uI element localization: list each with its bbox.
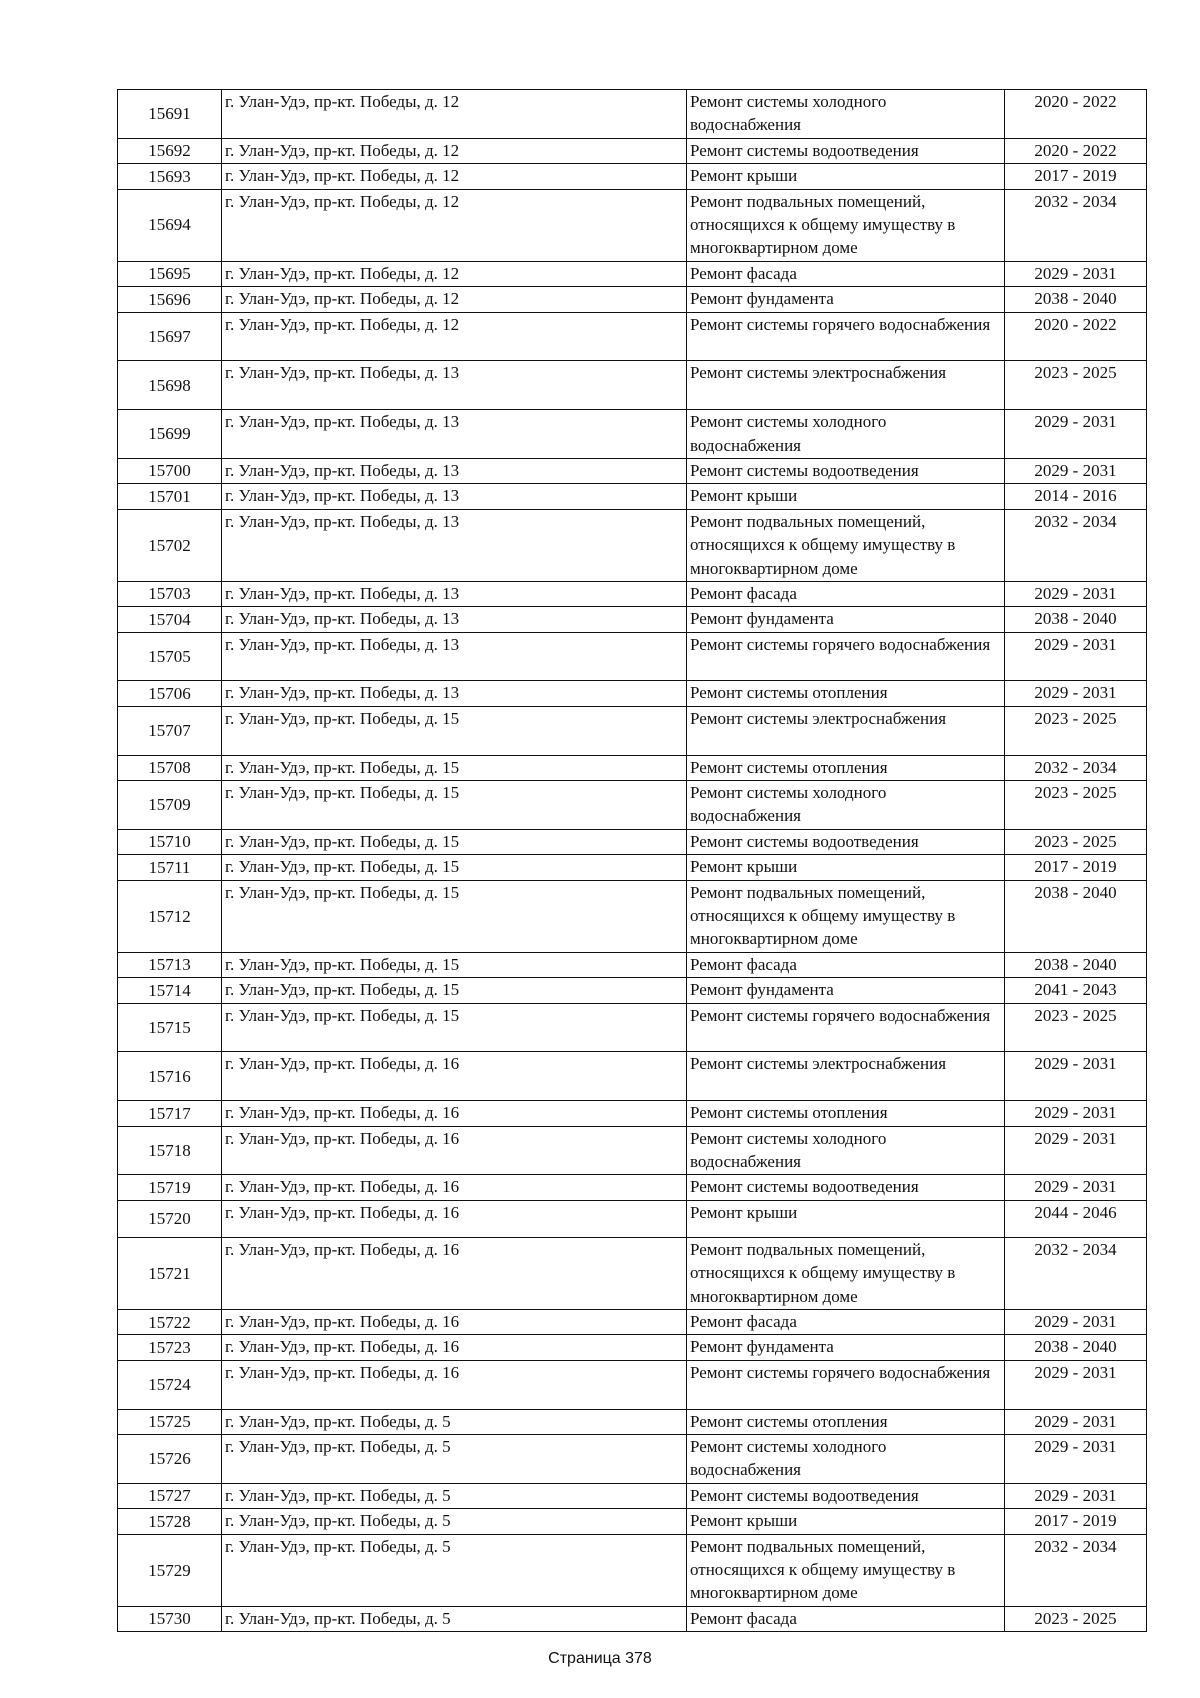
address-cell: г. Улан-Удэ, пр-кт. Победы, д. 15 — [222, 1003, 687, 1052]
row-id-cell: 15714 — [118, 978, 222, 1003]
row-id-cell: 15721 — [118, 1237, 222, 1309]
address-cell: г. Улан-Удэ, пр-кт. Победы, д. 15 — [222, 781, 687, 830]
table-row — [118, 1175, 1147, 1200]
row-id-cell: 15696 — [118, 287, 222, 312]
table-row — [118, 458, 1147, 483]
address-cell: г. Улан-Удэ, пр-кт. Победы, д. 12 — [222, 189, 687, 261]
period-cell: 2029 - 2031 — [1005, 1360, 1147, 1409]
row-id-cell: 15708 — [118, 755, 222, 780]
period-cell: 2029 - 2031 — [1005, 410, 1147, 459]
table-row — [118, 607, 1147, 632]
table-row — [118, 189, 1147, 261]
address-cell: г. Улан-Удэ, пр-кт. Победы, д. 13 — [222, 361, 687, 410]
work-type-cell: Ремонт фундамента — [687, 287, 1005, 312]
table-row — [118, 755, 1147, 780]
period-cell: 2017 - 2019 — [1005, 855, 1147, 880]
row-id-cell: 15712 — [118, 880, 222, 952]
address-cell: г. Улан-Удэ, пр-кт. Победы, д. 13 — [222, 509, 687, 581]
address-cell: г. Улан-Удэ, пр-кт. Победы, д. 15 — [222, 978, 687, 1003]
table-row — [118, 1360, 1147, 1409]
period-cell: 2032 - 2034 — [1005, 509, 1147, 581]
work-type-cell: Ремонт крыши — [687, 164, 1005, 189]
row-id-cell: 15711 — [118, 855, 222, 880]
address-cell: г. Улан-Удэ, пр-кт. Победы, д. 13 — [222, 484, 687, 509]
row-id-cell: 15720 — [118, 1200, 222, 1237]
period-cell: 2029 - 2031 — [1005, 681, 1147, 706]
table-row — [118, 952, 1147, 977]
table-row — [118, 1101, 1147, 1126]
row-id-cell: 15703 — [118, 581, 222, 606]
work-type-cell: Ремонт системы отопления — [687, 755, 1005, 780]
address-cell: г. Улан-Удэ, пр-кт. Победы, д. 16 — [222, 1200, 687, 1237]
page-number: Страница 378 — [548, 1650, 652, 1667]
work-type-cell: Ремонт фундамента — [687, 607, 1005, 632]
period-cell: 2038 - 2040 — [1005, 607, 1147, 632]
address-cell: г. Улан-Удэ, пр-кт. Победы, д. 16 — [222, 1310, 687, 1335]
period-cell: 2029 - 2031 — [1005, 1435, 1147, 1484]
row-id-cell: 15707 — [118, 706, 222, 755]
work-type-cell: Ремонт системы электроснабжения — [687, 1052, 1005, 1101]
row-id-cell: 15716 — [118, 1052, 222, 1101]
table-row — [118, 1534, 1147, 1606]
row-id-cell: 15728 — [118, 1509, 222, 1534]
work-type-cell: Ремонт фундамента — [687, 1335, 1005, 1360]
period-cell: 2032 - 2034 — [1005, 755, 1147, 780]
period-cell: 2032 - 2034 — [1005, 1534, 1147, 1606]
table-row — [118, 164, 1147, 189]
period-cell: 2014 - 2016 — [1005, 484, 1147, 509]
address-cell: г. Улан-Удэ, пр-кт. Победы, д. 12 — [222, 138, 687, 163]
table-row — [118, 1052, 1147, 1101]
address-cell: г. Улан-Удэ, пр-кт. Победы, д. 16 — [222, 1126, 687, 1175]
work-type-cell: Ремонт системы водоотведения — [687, 138, 1005, 163]
work-type-cell: Ремонт фасада — [687, 261, 1005, 286]
address-cell: г. Улан-Удэ, пр-кт. Победы, д. 15 — [222, 755, 687, 780]
table-row — [118, 361, 1147, 410]
work-type-cell: Ремонт системы холодного водоснабжения — [687, 1126, 1005, 1175]
work-type-cell: Ремонт подвальных помещений, относящихся к общему имуществу в многоквартирном доме — [687, 880, 1005, 952]
table-row — [118, 1509, 1147, 1534]
period-cell: 2029 - 2031 — [1005, 1052, 1147, 1101]
table-row — [118, 138, 1147, 163]
address-cell: г. Улан-Удэ, пр-кт. Победы, д. 5 — [222, 1606, 687, 1631]
row-id-cell: 15702 — [118, 509, 222, 581]
table-row — [118, 90, 1147, 139]
work-type-cell: Ремонт системы горячего водоснабжения — [687, 1003, 1005, 1052]
period-cell: 2029 - 2031 — [1005, 1483, 1147, 1508]
work-type-cell: Ремонт подвальных помещений, относящихся к общему имуществу в многоквартирном доме — [687, 1534, 1005, 1606]
row-id-cell: 15709 — [118, 781, 222, 830]
work-type-cell: Ремонт подвальных помещений, относящихся к общему имуществу в многоквартирном доме — [687, 509, 1005, 581]
table-row — [118, 1126, 1147, 1175]
work-type-cell: Ремонт системы холодного водоснабжения — [687, 781, 1005, 830]
row-id-cell: 15706 — [118, 681, 222, 706]
work-type-cell: Ремонт системы холодного водоснабжения — [687, 1435, 1005, 1484]
period-cell: 2029 - 2031 — [1005, 1409, 1147, 1434]
work-type-cell: Ремонт крыши — [687, 855, 1005, 880]
table-row — [118, 1606, 1147, 1631]
address-cell: г. Улан-Удэ, пр-кт. Победы, д. 5 — [222, 1534, 687, 1606]
period-cell: 2020 - 2022 — [1005, 312, 1147, 361]
row-id-cell: 15698 — [118, 361, 222, 410]
table-row — [118, 509, 1147, 581]
period-cell: 2023 - 2025 — [1005, 829, 1147, 854]
row-id-cell: 15726 — [118, 1435, 222, 1484]
row-id-cell: 15691 — [118, 90, 222, 139]
period-cell: 2029 - 2031 — [1005, 1175, 1147, 1200]
period-cell: 2023 - 2025 — [1005, 781, 1147, 830]
table-row — [118, 880, 1147, 952]
table-row — [118, 1335, 1147, 1360]
address-cell: г. Улан-Удэ, пр-кт. Победы, д. 5 — [222, 1509, 687, 1534]
work-type-cell: Ремонт системы горячего водоснабжения — [687, 312, 1005, 361]
table-row — [118, 978, 1147, 1003]
table-row — [118, 287, 1147, 312]
period-cell: 2029 - 2031 — [1005, 1310, 1147, 1335]
work-type-cell: Ремонт крыши — [687, 484, 1005, 509]
address-cell: г. Улан-Удэ, пр-кт. Победы, д. 16 — [222, 1237, 687, 1309]
table-row — [118, 410, 1147, 459]
work-type-cell: Ремонт фасада — [687, 952, 1005, 977]
address-cell: г. Улан-Удэ, пр-кт. Победы, д. 16 — [222, 1360, 687, 1409]
address-cell: г. Улан-Удэ, пр-кт. Победы, д. 13 — [222, 632, 687, 681]
address-cell: г. Улан-Удэ, пр-кт. Победы, д. 12 — [222, 164, 687, 189]
period-cell: 2029 - 2031 — [1005, 1101, 1147, 1126]
address-cell: г. Улан-Удэ, пр-кт. Победы, д. 15 — [222, 829, 687, 854]
work-type-cell: Ремонт системы холодного водоснабжения — [687, 410, 1005, 459]
row-id-cell: 15722 — [118, 1310, 222, 1335]
period-cell: 2032 - 2034 — [1005, 189, 1147, 261]
row-id-cell: 15695 — [118, 261, 222, 286]
address-cell: г. Улан-Удэ, пр-кт. Победы, д. 12 — [222, 261, 687, 286]
table-row — [118, 1003, 1147, 1052]
address-cell: г. Улан-Удэ, пр-кт. Победы, д. 13 — [222, 681, 687, 706]
table-row — [118, 681, 1147, 706]
period-cell: 2044 - 2046 — [1005, 1200, 1147, 1237]
table-row — [118, 1409, 1147, 1434]
address-cell: г. Улан-Удэ, пр-кт. Победы, д. 16 — [222, 1052, 687, 1101]
address-cell: г. Улан-Удэ, пр-кт. Победы, д. 5 — [222, 1483, 687, 1508]
period-cell: 2032 - 2034 — [1005, 1237, 1147, 1309]
address-cell: г. Улан-Удэ, пр-кт. Победы, д. 15 — [222, 880, 687, 952]
row-id-cell: 15730 — [118, 1606, 222, 1631]
repair-schedule-table — [117, 89, 1147, 1632]
table-body — [118, 90, 1147, 1632]
address-cell: г. Улан-Удэ, пр-кт. Победы, д. 12 — [222, 90, 687, 139]
period-cell: 2017 - 2019 — [1005, 1509, 1147, 1534]
row-id-cell: 15724 — [118, 1360, 222, 1409]
work-type-cell: Ремонт крыши — [687, 1509, 1005, 1534]
address-cell: г. Улан-Удэ, пр-кт. Победы, д. 13 — [222, 581, 687, 606]
row-id-cell: 15717 — [118, 1101, 222, 1126]
address-cell: г. Улан-Удэ, пр-кт. Победы, д. 12 — [222, 312, 687, 361]
row-id-cell: 15704 — [118, 607, 222, 632]
address-cell: г. Улан-Удэ, пр-кт. Победы, д. 13 — [222, 458, 687, 483]
period-cell: 2020 - 2022 — [1005, 90, 1147, 139]
table-row — [118, 261, 1147, 286]
work-type-cell: Ремонт системы электроснабжения — [687, 361, 1005, 410]
row-id-cell: 15723 — [118, 1335, 222, 1360]
row-id-cell: 15705 — [118, 632, 222, 681]
work-type-cell: Ремонт системы отопления — [687, 681, 1005, 706]
row-id-cell: 15697 — [118, 312, 222, 361]
period-cell: 2023 - 2025 — [1005, 1003, 1147, 1052]
table-row — [118, 1237, 1147, 1309]
table-row — [118, 1435, 1147, 1484]
work-type-cell: Ремонт системы водоотведения — [687, 458, 1005, 483]
row-id-cell: 15692 — [118, 138, 222, 163]
address-cell: г. Улан-Удэ, пр-кт. Победы, д. 5 — [222, 1409, 687, 1434]
table-row — [118, 855, 1147, 880]
work-type-cell: Ремонт подвальных помещений, относящихся к общему имуществу в многоквартирном доме — [687, 1237, 1005, 1309]
period-cell: 2029 - 2031 — [1005, 1126, 1147, 1175]
work-type-cell: Ремонт системы отопления — [687, 1101, 1005, 1126]
address-cell: г. Улан-Удэ, пр-кт. Победы, д. 5 — [222, 1435, 687, 1484]
table-row — [118, 581, 1147, 606]
table-row — [118, 1200, 1147, 1237]
period-cell: 2038 - 2040 — [1005, 287, 1147, 312]
work-type-cell: Ремонт подвальных помещений, относящихся к общему имуществу в многоквартирном доме — [687, 189, 1005, 261]
period-cell: 2029 - 2031 — [1005, 261, 1147, 286]
period-cell: 2029 - 2031 — [1005, 581, 1147, 606]
work-type-cell: Ремонт системы горячего водоснабжения — [687, 632, 1005, 681]
address-cell: г. Улан-Удэ, пр-кт. Победы, д. 12 — [222, 287, 687, 312]
address-cell: г. Улан-Удэ, пр-кт. Победы, д. 16 — [222, 1175, 687, 1200]
period-cell: 2029 - 2031 — [1005, 458, 1147, 483]
period-cell: 2041 - 2043 — [1005, 978, 1147, 1003]
row-id-cell: 15694 — [118, 189, 222, 261]
table-row — [118, 781, 1147, 830]
table-row — [118, 484, 1147, 509]
row-id-cell: 15725 — [118, 1409, 222, 1434]
period-cell: 2038 - 2040 — [1005, 952, 1147, 977]
period-cell: 2023 - 2025 — [1005, 1606, 1147, 1631]
row-id-cell: 15693 — [118, 164, 222, 189]
work-type-cell: Ремонт фасада — [687, 1310, 1005, 1335]
work-type-cell: Ремонт системы отопления — [687, 1409, 1005, 1434]
period-cell: 2017 - 2019 — [1005, 164, 1147, 189]
period-cell: 2023 - 2025 — [1005, 361, 1147, 410]
row-id-cell: 15713 — [118, 952, 222, 977]
row-id-cell: 15700 — [118, 458, 222, 483]
row-id-cell: 15701 — [118, 484, 222, 509]
table-row — [118, 1310, 1147, 1335]
address-cell: г. Улан-Удэ, пр-кт. Победы, д. 15 — [222, 952, 687, 977]
address-cell: г. Улан-Удэ, пр-кт. Победы, д. 15 — [222, 706, 687, 755]
address-cell: г. Улан-Удэ, пр-кт. Победы, д. 13 — [222, 410, 687, 459]
table-row — [118, 1483, 1147, 1508]
work-type-cell: Ремонт системы водоотведения — [687, 1483, 1005, 1508]
work-type-cell: Ремонт системы водоотведения — [687, 829, 1005, 854]
row-id-cell: 15719 — [118, 1175, 222, 1200]
table-row — [118, 829, 1147, 854]
work-type-cell: Ремонт фундамента — [687, 978, 1005, 1003]
work-type-cell: Ремонт системы водоотведения — [687, 1175, 1005, 1200]
row-id-cell: 15718 — [118, 1126, 222, 1175]
table-row — [118, 706, 1147, 755]
period-cell: 2029 - 2031 — [1005, 632, 1147, 681]
work-type-cell: Ремонт фасада — [687, 581, 1005, 606]
row-id-cell: 15727 — [118, 1483, 222, 1508]
address-cell: г. Улан-Удэ, пр-кт. Победы, д. 16 — [222, 1335, 687, 1360]
row-id-cell: 15710 — [118, 829, 222, 854]
address-cell: г. Улан-Удэ, пр-кт. Победы, д. 15 — [222, 855, 687, 880]
row-id-cell: 15729 — [118, 1534, 222, 1606]
period-cell: 2038 - 2040 — [1005, 1335, 1147, 1360]
address-cell: г. Улан-Удэ, пр-кт. Победы, д. 13 — [222, 607, 687, 632]
table-row — [118, 632, 1147, 681]
period-cell: 2023 - 2025 — [1005, 706, 1147, 755]
work-type-cell: Ремонт системы холодного водоснабжения — [687, 90, 1005, 139]
address-cell: г. Улан-Удэ, пр-кт. Победы, д. 16 — [222, 1101, 687, 1126]
work-type-cell: Ремонт фасада — [687, 1606, 1005, 1631]
row-id-cell: 15699 — [118, 410, 222, 459]
work-type-cell: Ремонт системы горячего водоснабжения — [687, 1360, 1005, 1409]
row-id-cell: 15715 — [118, 1003, 222, 1052]
period-cell: 2020 - 2022 — [1005, 138, 1147, 163]
work-type-cell: Ремонт крыши — [687, 1200, 1005, 1237]
table-row — [118, 312, 1147, 361]
work-type-cell: Ремонт системы электроснабжения — [687, 706, 1005, 755]
period-cell: 2038 - 2040 — [1005, 880, 1147, 952]
